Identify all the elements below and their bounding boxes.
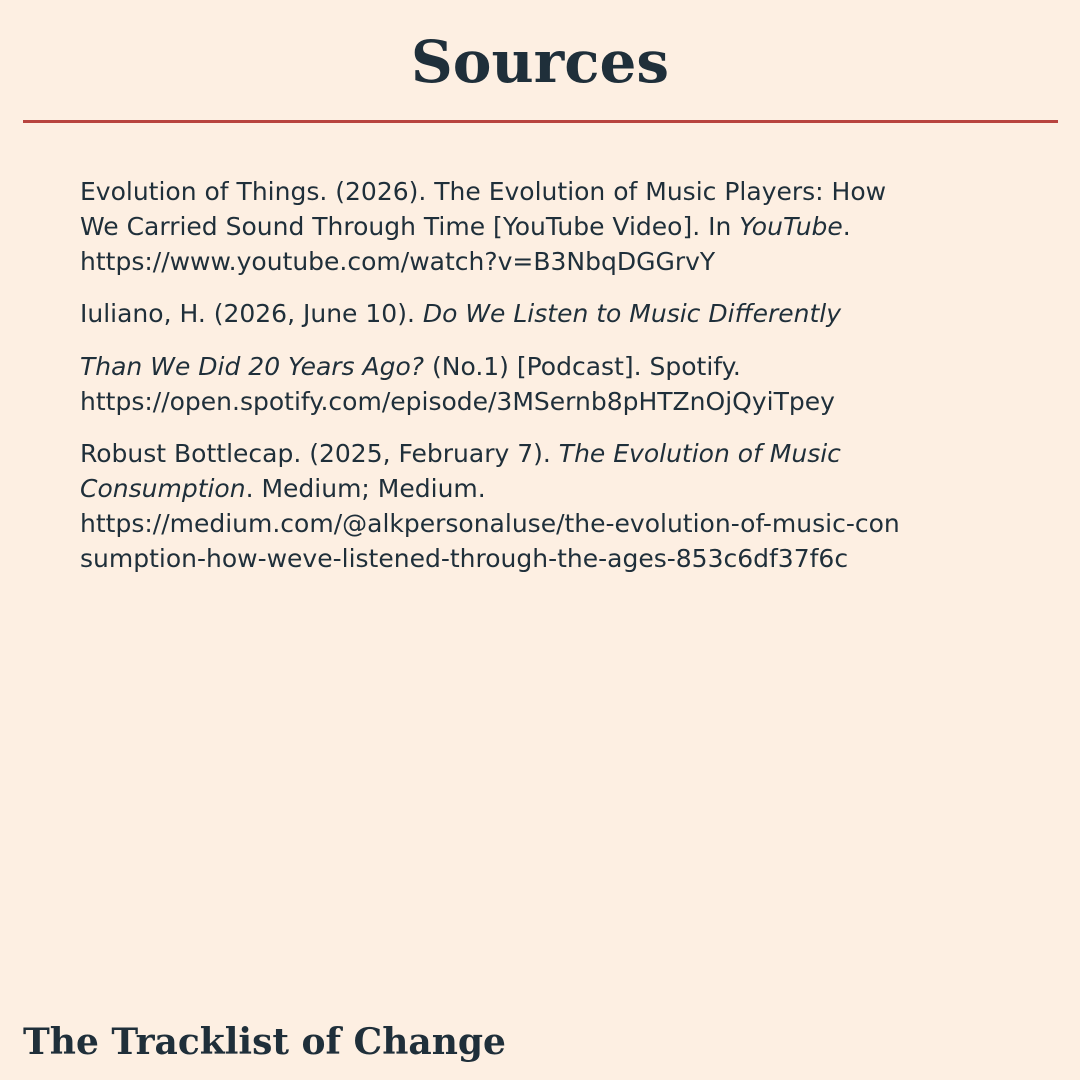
reference-text-line	[80, 471, 1010, 506]
reference-text-line: Evolution of Things. (2026). The Evolution of Music Players: How	[80, 177, 887, 206]
page-title: Sources	[410, 28, 670, 96]
reference-text: Iuliano, H. (2026, June 10).	[80, 299, 423, 328]
reference-url[interactable]: sumption-how-weve-listened-through-the-ages-853c6df37f6c	[80, 544, 849, 573]
reference-text: Robust Bottlecap. (2025, February 7).	[80, 439, 559, 468]
reference-source-title: Consumption	[80, 474, 246, 503]
reference-url[interactable]: https://open.spotify.com/episode/3MSernb8pHTZnOjQyiTpey	[80, 387, 835, 416]
reference-text: We Carried Sound Through Time [YouTube Video]. In	[80, 212, 740, 241]
title-divider	[23, 120, 1058, 123]
footer-title: The Tracklist of Change	[23, 1021, 506, 1063]
reference-url[interactable]: https://www.youtube.com/watch?v=B3NbqDGGrvY	[80, 247, 716, 276]
reference-item	[80, 296, 1010, 419]
reference-text-line	[80, 296, 1010, 331]
reference-source-title: YouTube	[739, 212, 843, 241]
reference-source-title: The Evolution of Music	[558, 439, 841, 468]
reference-text-line	[80, 436, 1010, 471]
reference-text: .	[842, 212, 851, 241]
reference-text-line	[80, 209, 1010, 244]
reference-text: . Medium; Medium.	[245, 474, 486, 503]
reference-item	[80, 174, 1010, 279]
reference-source-title: Than We Did 20 Years Ago?	[80, 352, 425, 381]
reference-list	[80, 174, 1010, 593]
reference-source-title: Do We Listen to Music Differently	[422, 299, 842, 328]
reference-text-line	[80, 349, 1010, 384]
reference-url[interactable]: https://medium.com/@alkpersonaluse/the-evolution-of-music-con	[80, 509, 900, 538]
reference-item	[80, 436, 1010, 576]
reference-text: (No.1) [Podcast]. Spotify.	[424, 352, 741, 381]
